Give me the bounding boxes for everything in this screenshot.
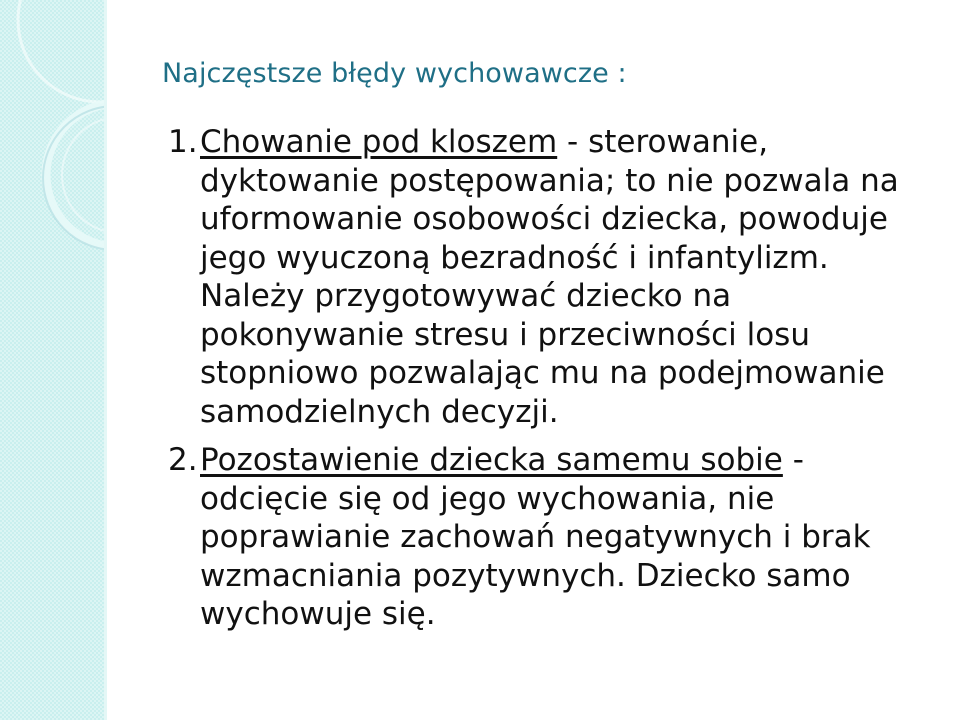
item-term: Chowanie pod kloszem [200,124,558,160]
item-number: 2. [168,442,198,478]
item-term: Pozostawienie dziecka samemu sobie [200,442,783,478]
item-description: - odcięcie się od jego wychowania, nie poprawianie zachowań negatywnych i brak wzmacniania pozytywnych. Dziecko samo wychowuje się. [200,442,871,632]
list-item [168,441,938,634]
side-band-edge [104,0,107,720]
slide-title: Najczęstsze błędy wychowawcze : [162,58,627,89]
list-item [168,123,938,431]
item-description: - sterowanie, dyktowanie postępowania; to nie pozwala na uformowanie osobowości dziecka, powoduje jego wyuczoną bezradność i infantylizm. Należy przygotowywać dziecko na pokonywanie stresu i przeciwności losu stopniowo pozwalając mu na podejmowanie samodzielnych decyzji. [200,124,899,430]
decorative-rings-graphic [0,0,106,720]
decorative-side-band [0,0,106,720]
item-number: 1. [168,124,198,160]
slide-body [168,123,938,634]
